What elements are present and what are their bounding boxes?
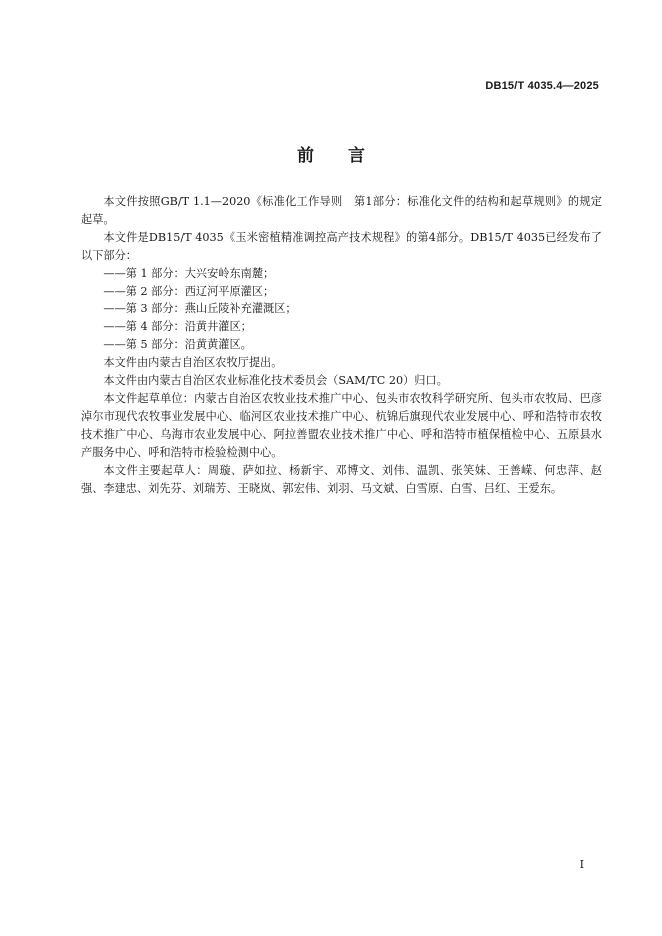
part-list-item: ——第 1 部分：大兴安岭东南麓；: [103, 266, 275, 280]
drafting-units-paragraph: 本文件起草单位：内蒙古自治区农牧业技术推广中心、包头市农牧科学研究所、包头市农牧局、巴彦淖尔市现代农牧事业发展中心、临河区农业技术推广中心、杭锦后旗现代农业发展中心、呼和浩特市农牧技术推广中心、乌海市农业发展中心、阿拉善盟农业技术推广中心、呼和浩特市植保植检中心、五原县水产服务中心、呼和浩特市检验检测中心。: [81, 391, 602, 459]
foreword-body: [81, 193, 602, 497]
drafters-paragraph: 本文件主要起草人：周璇、萨如拉、杨新宇、邓博文、刘伟、温凯、张笑妹、王善嵘、何忠萍、赵强、李建忠、刘先芬、刘瑞芳、王晓岚、郭宏伟、刘羽、马文斌、白雪原、白雪、吕红、王爱东。: [81, 463, 602, 495]
drafting-rule-paragraph: 本文件按照GB/T 1.1—2020《标准化工作导则 第1部分：标准化文件的结构和起草规则》的规定起草。: [81, 195, 602, 226]
series-intro-paragraph: 本文件是DB15/T 4035《玉米密植精准调控高产技术规程》的第4部分。DB15/T 4035已经发布了以下部分：: [81, 230, 602, 262]
document-code: DB15/T 4035.4—2025: [485, 80, 599, 92]
part-list-item: ——第 4 部分：沿黄井灌区；: [103, 320, 252, 334]
part-list-item: ——第 5 部分：沿黄黄灌区。: [103, 338, 252, 352]
part-list-item: ——第 3 部分：燕山丘陵补充灌溉区；: [103, 302, 297, 316]
proposed-by-paragraph: 本文件由内蒙古自治区农牧厅提出。: [103, 356, 283, 370]
centralized-by-paragraph: 本文件由内蒙古自治区农业标准化技术委员会（SAM/TC 20）归口。: [103, 374, 448, 388]
page-number: I: [579, 858, 584, 871]
page-title: 前 言: [297, 146, 365, 166]
part-list-item: ——第 2 部分：西辽河平原灌区；: [103, 284, 275, 298]
